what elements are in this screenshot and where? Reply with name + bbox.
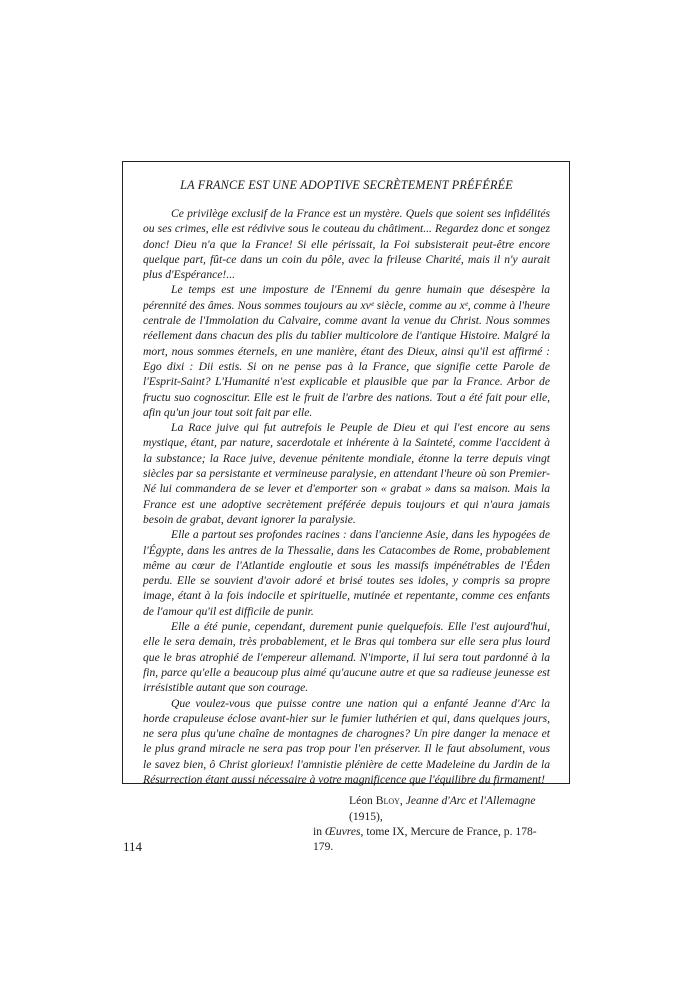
paragraph-4: Elle a partout ses profondes racines : dans l'ancienne Asie, dans les hypogées de l'Égypte, dans les antres de la Thessalie, dans les Catacombes de Rome, probablement même au cœur de l'Atlantide engloutie et sous les massifs impénétrables de l'Éden perdu. Elle se souvient d'avoir adoré et brisé toutes ses idoles, y compris sa propre image, étant à la fois indocile et spirituelle, mutinée et repentante, comme ces enfants de l'amour qu'il est difficile de punir.: [143, 528, 550, 618]
page-number: 114: [123, 839, 143, 854]
work-title: Jeanne d'Arc et l'Allemagne: [405, 794, 536, 808]
paragraph-3: La Race juive qui fut autrefois le Peuple de Dieu et qui l'est encore au sens mystique, étant, par nature, sacerdotale et inhérente à la Sainteté, comme l'accident à la substance; la Race juive, devenue pénitente mondiale, étonne la terre depuis vingt siècles par sa persistante et vermineuse paralysie, en attendant l'heure où son Premier-Né lui commandera de se lever et d'emporter son « grabat » dans sa maison. Mais la France est une adoptive secrètement préférée depuis toujours et qui n'aura jamais besoin de grabat, devant ignorer la paralysie.: [143, 421, 550, 526]
paragraph-1: Ce privilège exclusif de la France est un mystère. Quels que soient ses infidélités ou ses crimes, elle est rédivive sous le couteau du châtiment... Regardez donc et songez donc! Dieu n'a que la France! Si elle périssait, la Foi subsisterait peut-être encore quelque part, fût-ce dans un coin du pôle, avec la frileuse Charité, mais il n'y aurait plus d'Espérance!...: [143, 207, 550, 282]
paragraph-2: Le temps est une imposture de l'Ennemi du genre humain que désespère la pérennité des âmes. Nous sommes toujours au xvᵉ siècle, comme au xᵉ, comme à l'heure centrale de l'Immolation du Calvaire, comme avant la venue du Christ. Nous sommes réellement dans chacun des plis du tablier multicolore de l'antique Histoire. Malgré la mort, nous sommes éternels, en une manière, étant des Dieux, ainsi qu'il est affirmé : Ego dixi : Dii estis. Si on ne pense pas à la France, que signifie cette Parole de l'Esprit-Saint? L'Humanité n'est explicable et plausible que par la France. Arbor de fructu suo cognoscitur. Elle est le fruit de l'arbre des nations. Tout a été fait pour elle, afin qu'un jour tout soit fait par elle.: [143, 283, 550, 419]
author-first-name: Léon: [349, 794, 373, 808]
work-year: (1915),: [349, 809, 383, 823]
box-title: LA FRANCE EST UNE ADOPTIVE SECRÈTEMENT PRÉFÉRÉE: [180, 178, 513, 192]
collection-details: , tome IX, Mercure de France, p. 178-179.: [313, 824, 537, 854]
paragraph-5: Elle a été punie, cependant, durement punie quelquefois. Elle l'est aujourd'hui, elle le sera demain, très probablement, et le Bras qui tombera sur elle sera plus lourd que le bras atrophié de l'empereur allemand. N'importe, il lui sera tout pardonné à la fin, parce qu'elle a beaucoup plus aimé qu'aucune autre et que sa radieuse jeunesse est irrésistible autant que son courage.: [143, 620, 550, 695]
attribution: Léon Bloy, Jeanne d'Arc et l'Allemagne (1915), in Œuvres, tome IX, Mercure de France, p. 178-179.: [313, 794, 537, 854]
paragraph-6: Que voulez-vous que puisse contre une nation qui a enfanté Jeanne d'Arc la horde crapuleuse éclose avant-hier sur le fumier luthérien et qui, dans quelques jours, ne sera plus qu'une chaîne de montagnes de charognes? Un pire danger la menace et le plus grand miracle ne sera pas trop pour l'en préserver. Il le faut absolument, vous le savez bien, ô Christ glorieux! l'amnistie plénière de cette Madeleine du Jardin de la Résurrection étant aussi nécessaire à votre magnificence que l'équilibre du firmament!: [143, 696, 550, 786]
collection-title: Œuvres: [324, 824, 361, 838]
author-last-name: Bloy: [375, 794, 400, 808]
